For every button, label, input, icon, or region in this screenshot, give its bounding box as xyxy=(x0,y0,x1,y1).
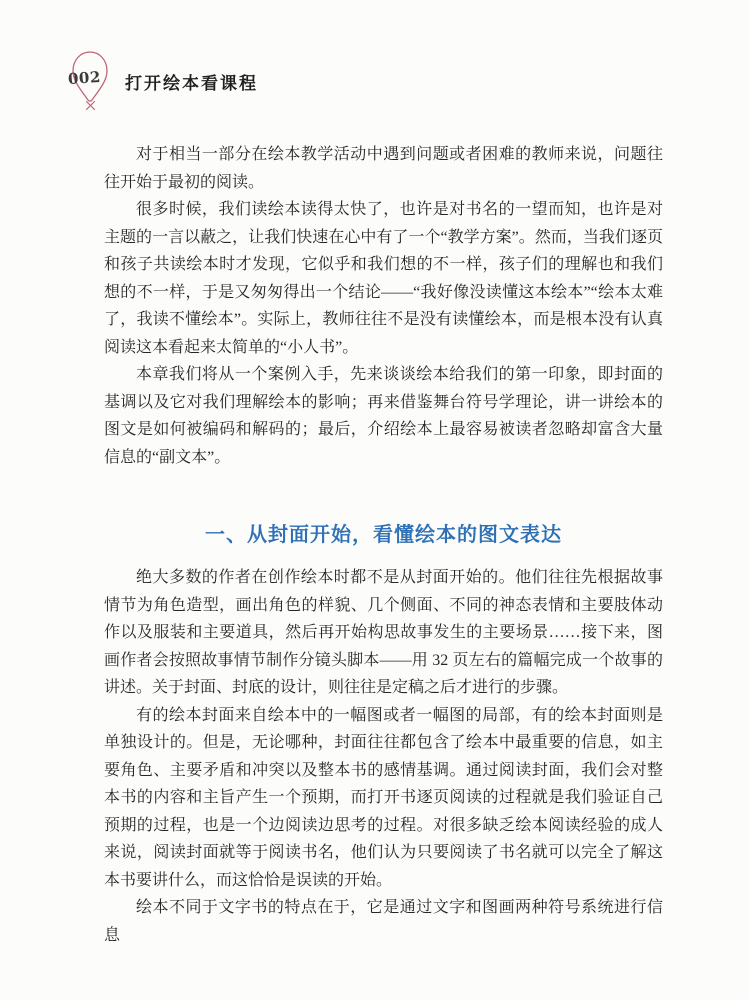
body-paragraph: 绘本不同于文字书的特点在于，它是通过文字和图画两种符号系统进行信息 xyxy=(104,899,663,944)
body-paragraph: 很多时候，我们读绘本读得太快了，也许是对书名的一望而知，也许是对主题的一言以蔽之，让我们快速在心中有了一个“教学方案”。然而，当我们逐页和孩子共读绘本时才发现，它似乎和我们想的不一样，孩子们的理解也和我们想的不一样，于是又匆匆得出一个结论——“我好像没读懂这本绘本”“绘本太难了，我读不懂绘本”。实际上，教师往往不是没有读懂绘本，而是根本没有认真阅读这本看起来太简单的“小人书”。 xyxy=(104,201,663,356)
section-heading: 一、从封面开始，看懂绘本的图文表达 xyxy=(205,524,562,546)
page-number-balloon xyxy=(67,50,110,112)
body-paragraph: 绝大多数的作者在创作绘本时都不是从封面开始的。他们往往先根据故事情节为角色造型，画出角色的样貌、几个侧面、不同的神态表情和主要肢体动作以及服装和主要道具，然后再开始构思故事发生的主要场景……接下来，图画作者会按照故事情节制作分镜头脚本——用 32 页左右的篇幅完成一个故事的讲述。关于封面、封底的设计，则往往是定稿之后才进行的步骤。 xyxy=(104,569,663,696)
body-text xyxy=(104,141,663,949)
body-paragraph: 本章我们将从一个案例入手，先来谈谈绘本给我们的第一印象，即封面的基调以及它对我们理解绘本的影响；再来借鉴舞台符号学理论，讲一讲绘本的图文是如何被编码和解码的；最后，介绍绘本上最容易被读者忽略却富含大量信息的“副文本”。 xyxy=(104,366,663,466)
body-paragraph: 有的绘本封面来自绘本中的一幅图或者一幅图的局部，有的绘本封面则是单独设计的。但是，无论哪种，封面往往都包含了绘本中最重要的信息，如主要角色、主要矛盾和冲突以及整本书的感情基调。通过阅读封面，我们会对整本书的内容和主旨产生一个预期，而打开书逐页阅读的过程就是我们验证自己预期的过程，也是一个边阅读边思考的过程。对很多缺乏绘本阅读经验的成人来说，阅读封面就等于阅读书名，他们认为只要阅读了书名就可以完全了解这本书要讲什么，而这恰恰是误读的开始。 xyxy=(104,706,663,889)
page-number: 002 xyxy=(67,67,102,89)
body-paragraph: 对于相当一部分在绘本教学活动中遇到问题或者困难的教师来说，问题往往开始于最初的阅读。 xyxy=(104,146,663,191)
running-title: 打开绘本看课程 xyxy=(125,74,258,93)
